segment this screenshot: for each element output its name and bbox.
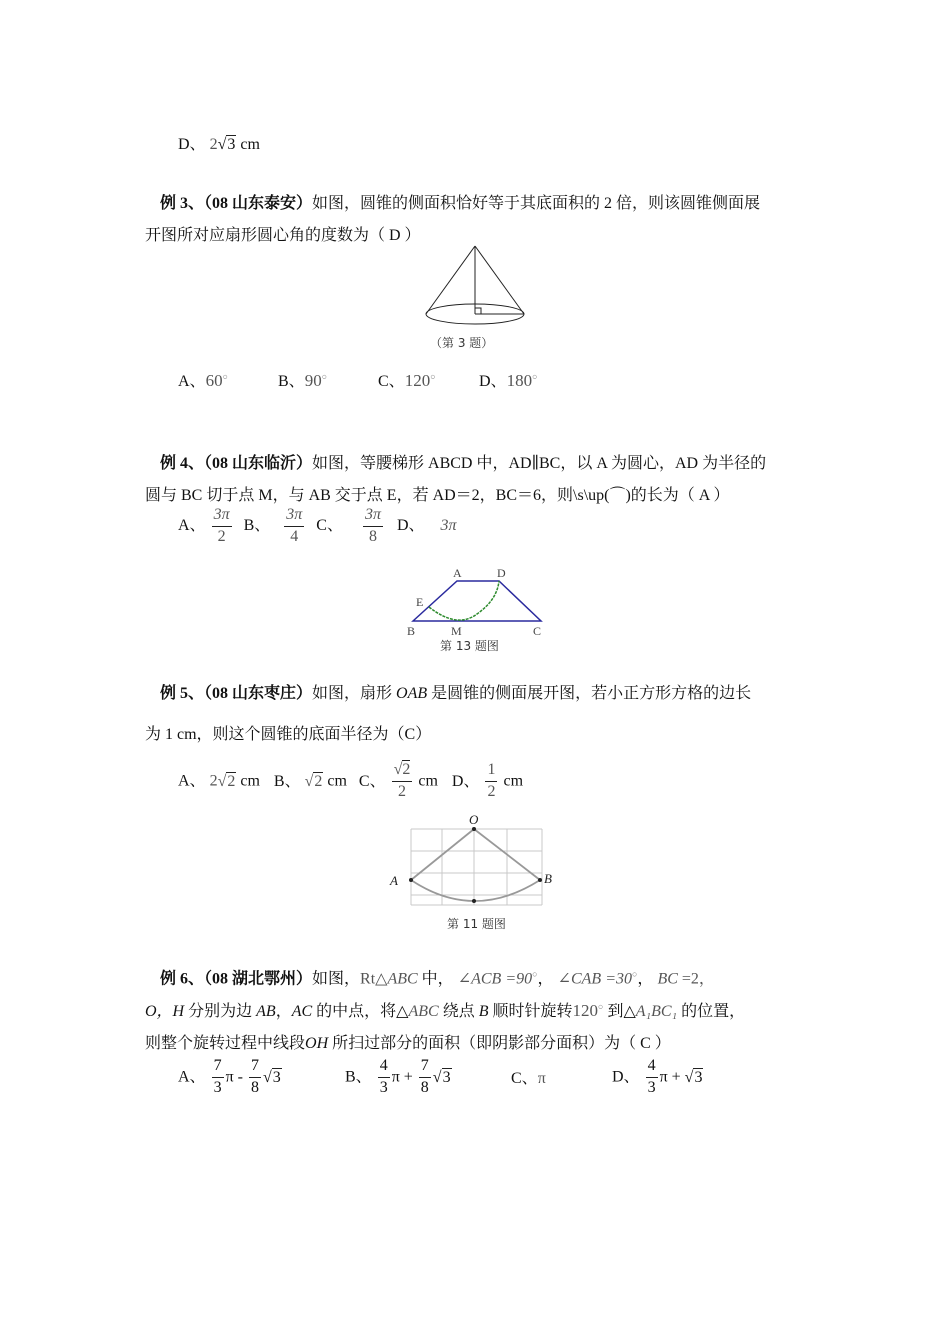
option-label: B、: [278, 373, 305, 390]
numerator: 4: [646, 1058, 658, 1078]
var-abc: ABC: [387, 970, 418, 988]
option-label: D、: [178, 136, 206, 153]
ex3-line1: [160, 196, 760, 212]
numerator: √2: [392, 762, 413, 782]
option-label: D、: [479, 373, 507, 390]
option-value: 90: [304, 371, 322, 390]
point-a: [409, 878, 413, 882]
point-mid: [472, 899, 476, 903]
denominator: 8: [368, 527, 377, 545]
text: 的位置，: [677, 1003, 746, 1020]
radicand: 3: [694, 1068, 703, 1086]
ex6-text1b: 中，: [417, 970, 454, 988]
text: 绕点: [438, 1003, 479, 1020]
rotation-angle: 120: [572, 1001, 598, 1020]
option-label: B、: [273, 772, 301, 790]
numerator: 3π: [284, 507, 304, 527]
ex6-text1: 如图，: [312, 970, 361, 988]
right-angle-mark: [475, 308, 481, 314]
denominator: 3: [213, 1078, 222, 1096]
fraction: [249, 1058, 261, 1097]
sep: ，: [637, 970, 654, 988]
unit: cm: [418, 772, 438, 790]
fraction: [363, 507, 383, 546]
denominator: 2: [397, 782, 406, 800]
cone-figure: [420, 242, 530, 330]
option-value: 60: [205, 371, 223, 390]
option-label: A、: [178, 373, 206, 390]
var-ab: AB: [256, 1003, 276, 1020]
text: π +: [659, 1068, 685, 1086]
denominator: 8: [250, 1078, 259, 1096]
arc-em: [429, 581, 499, 620]
text: 所扫过部分的面积（即阴影部分面积）为（ C ）: [328, 1035, 671, 1052]
ex3-caption: （第 3 题）: [430, 336, 494, 350]
option-label: C、: [316, 516, 343, 534]
option-label: B、: [243, 516, 271, 534]
sep: ，: [537, 970, 554, 988]
denominator: 8: [420, 1078, 429, 1096]
option-label: D、: [612, 1068, 640, 1086]
ex5-var-oab: OAB: [396, 685, 428, 702]
radicand: 2: [227, 772, 236, 790]
var-o-h: O，H: [145, 1003, 185, 1020]
angle-cab: ∠CAB =30: [557, 970, 632, 988]
ex5-heading: 例 5、（08 山东枣庄）: [160, 685, 313, 702]
sqrt-sign: √3: [217, 136, 236, 153]
ex3-option-d: D、180○: [479, 371, 538, 390]
numerator: 7: [249, 1058, 261, 1078]
numerator: 4: [378, 1058, 390, 1078]
var-oh: OH: [305, 1035, 329, 1052]
numerator: 1: [485, 762, 497, 782]
option-label: C、: [378, 373, 405, 390]
ex5-options: [178, 762, 523, 801]
fraction: [646, 1058, 658, 1097]
ex6-option-d: [612, 1058, 703, 1097]
denominator: 4: [290, 527, 299, 545]
ex5-line1: [160, 686, 751, 702]
ex3-text1: 如图，圆锥的侧面积恰好等于其底面积的 2 倍，则该圆锥侧面展: [312, 195, 761, 212]
ex3-text2: 开图所对应扇形圆心角的度数为（ D ）: [145, 227, 421, 244]
ex6-option-c: [511, 1071, 546, 1087]
sqrt-sign: √3: [262, 1068, 281, 1086]
label-b: B: [407, 624, 416, 638]
numerator: 7: [212, 1058, 224, 1078]
option-label: C、: [358, 772, 386, 790]
label-c: C: [533, 624, 542, 638]
denominator: 2: [487, 782, 496, 800]
ex4-line1: [160, 456, 766, 472]
fraction: [419, 1058, 431, 1097]
ex6-line2: O，H 分别为边 AB，AC 的中点，将△ABC 绕点 B 顺时针旋转120○ 到△A₁BC₁ 的位置，: [145, 1001, 746, 1020]
ex6-line3: [145, 1036, 671, 1052]
ex4-text1: 如图，等腰梯形 ABCD 中，AD∥BC，以 A 为圆心，AD 为半径的: [312, 455, 767, 472]
option-label: A、: [178, 772, 206, 790]
option-label: D、: [396, 516, 425, 534]
ex6-heading: 例 6、（08 湖北鄂州）: [160, 970, 313, 988]
label-b: B: [544, 871, 552, 886]
text: π +: [391, 1068, 417, 1086]
label-d: D: [497, 566, 506, 580]
label-e: E: [416, 595, 424, 609]
denominator: 2: [217, 527, 226, 545]
denominator: 3: [647, 1078, 656, 1096]
option-label: B、: [345, 1068, 372, 1086]
point-b: [538, 878, 542, 882]
ex6-option-a: [178, 1058, 282, 1097]
sector-grid-figure: [385, 812, 560, 912]
ex6-line1: 例 6、（08 湖北鄂州）如图，Rt△ABC 中， ∠ACB =90○， ∠CAB =30○， BC =2，: [160, 969, 715, 988]
sqrt-sign: √3: [684, 1068, 703, 1086]
sqrt-sign: √2: [217, 772, 236, 790]
denominator: 3: [379, 1078, 388, 1096]
text: 的中点，将△: [312, 1003, 409, 1020]
option-label: D、: [451, 772, 480, 790]
label-a: A: [453, 566, 462, 580]
radicand: 2: [314, 772, 323, 790]
var-abc: ABC: [408, 1003, 439, 1020]
ex6-option-b: [345, 1058, 452, 1097]
sqrt-sign: √3: [432, 1068, 451, 1086]
ex4-caption: 第 13 题图: [440, 639, 499, 653]
angle-acb: ∠ACB =90: [457, 970, 533, 988]
arc-ab: [411, 880, 540, 901]
point-o: [472, 827, 476, 831]
unit: cm: [240, 772, 260, 790]
radicand: 3: [272, 1068, 281, 1086]
var-bc: BC: [657, 970, 678, 988]
ex4-options: [178, 507, 457, 546]
text: 到△: [603, 1003, 636, 1020]
sqrt-sign: √2: [304, 772, 323, 790]
text: 则整个旋转过程中线段: [145, 1035, 306, 1052]
ex3-option-b: B、90○: [278, 371, 328, 390]
ex3-option-a: A、60○: [178, 371, 228, 390]
var-b: B: [478, 1003, 489, 1020]
radicand: 2: [402, 761, 411, 778]
option-label: A、: [178, 516, 206, 534]
fraction: [392, 762, 413, 801]
trapezoid-abcd: [413, 581, 541, 621]
var-a1bc1: A₁BC₁: [635, 1003, 678, 1020]
label-m: M: [451, 624, 462, 638]
ex5-text2: 为 1 cm，则这个圆锥的底面半径为（C）: [145, 726, 432, 743]
ex5-text1a: 如图，扇形: [312, 685, 397, 702]
text: 顺时针旋转: [488, 1003, 573, 1020]
option-value: 120: [404, 371, 431, 390]
ex5-text1b: 是圆锥的侧面展开图，若小正方形方格的边长: [427, 685, 752, 702]
numerator: 3π: [212, 507, 232, 527]
text: π -: [225, 1068, 247, 1086]
numerator: 7: [419, 1058, 431, 1078]
radicand: 3: [442, 1068, 451, 1086]
fraction: [212, 507, 232, 546]
coef: 2: [209, 136, 218, 153]
var-ac: AC: [291, 1003, 313, 1020]
bc-value: =2，: [677, 970, 715, 988]
option-value: π: [537, 1070, 546, 1087]
ex4-text2: 圆与 BC 切于点 M，与 AB 交于点 E，若 AD＝2，BC＝6，则\s\up(⌒)的长为（ A ）: [145, 487, 730, 504]
ex5-caption: 第 11 题图: [447, 917, 506, 931]
radicand: 3: [227, 136, 236, 153]
option-label: C、: [511, 1070, 538, 1087]
fraction: [378, 1058, 390, 1097]
unit: cm: [327, 772, 347, 790]
numerator: 3π: [363, 507, 383, 527]
option-label: A、: [178, 1068, 206, 1086]
ex3-heading: 例 3、（08 山东泰安）: [160, 195, 313, 212]
text: 分别为边: [184, 1003, 257, 1020]
unit: cm: [240, 136, 260, 153]
option-value: 3π: [440, 516, 457, 534]
coef: 2: [209, 772, 218, 790]
ex4-heading: 例 4、（08 山东临沂）: [160, 455, 313, 472]
ex3-option-c: C、120○: [378, 371, 436, 390]
fraction: [485, 762, 497, 801]
prev-option-d: [178, 137, 260, 153]
text: ，: [275, 1003, 292, 1020]
unit: cm: [503, 772, 524, 790]
trapezoid-figure: [403, 564, 553, 644]
fraction: [212, 1058, 224, 1097]
label-a: A: [390, 873, 398, 888]
fraction: [284, 507, 304, 546]
rt-triangle: Rt△: [360, 970, 388, 988]
option-value: 180: [506, 371, 533, 390]
label-o: O: [469, 812, 479, 827]
